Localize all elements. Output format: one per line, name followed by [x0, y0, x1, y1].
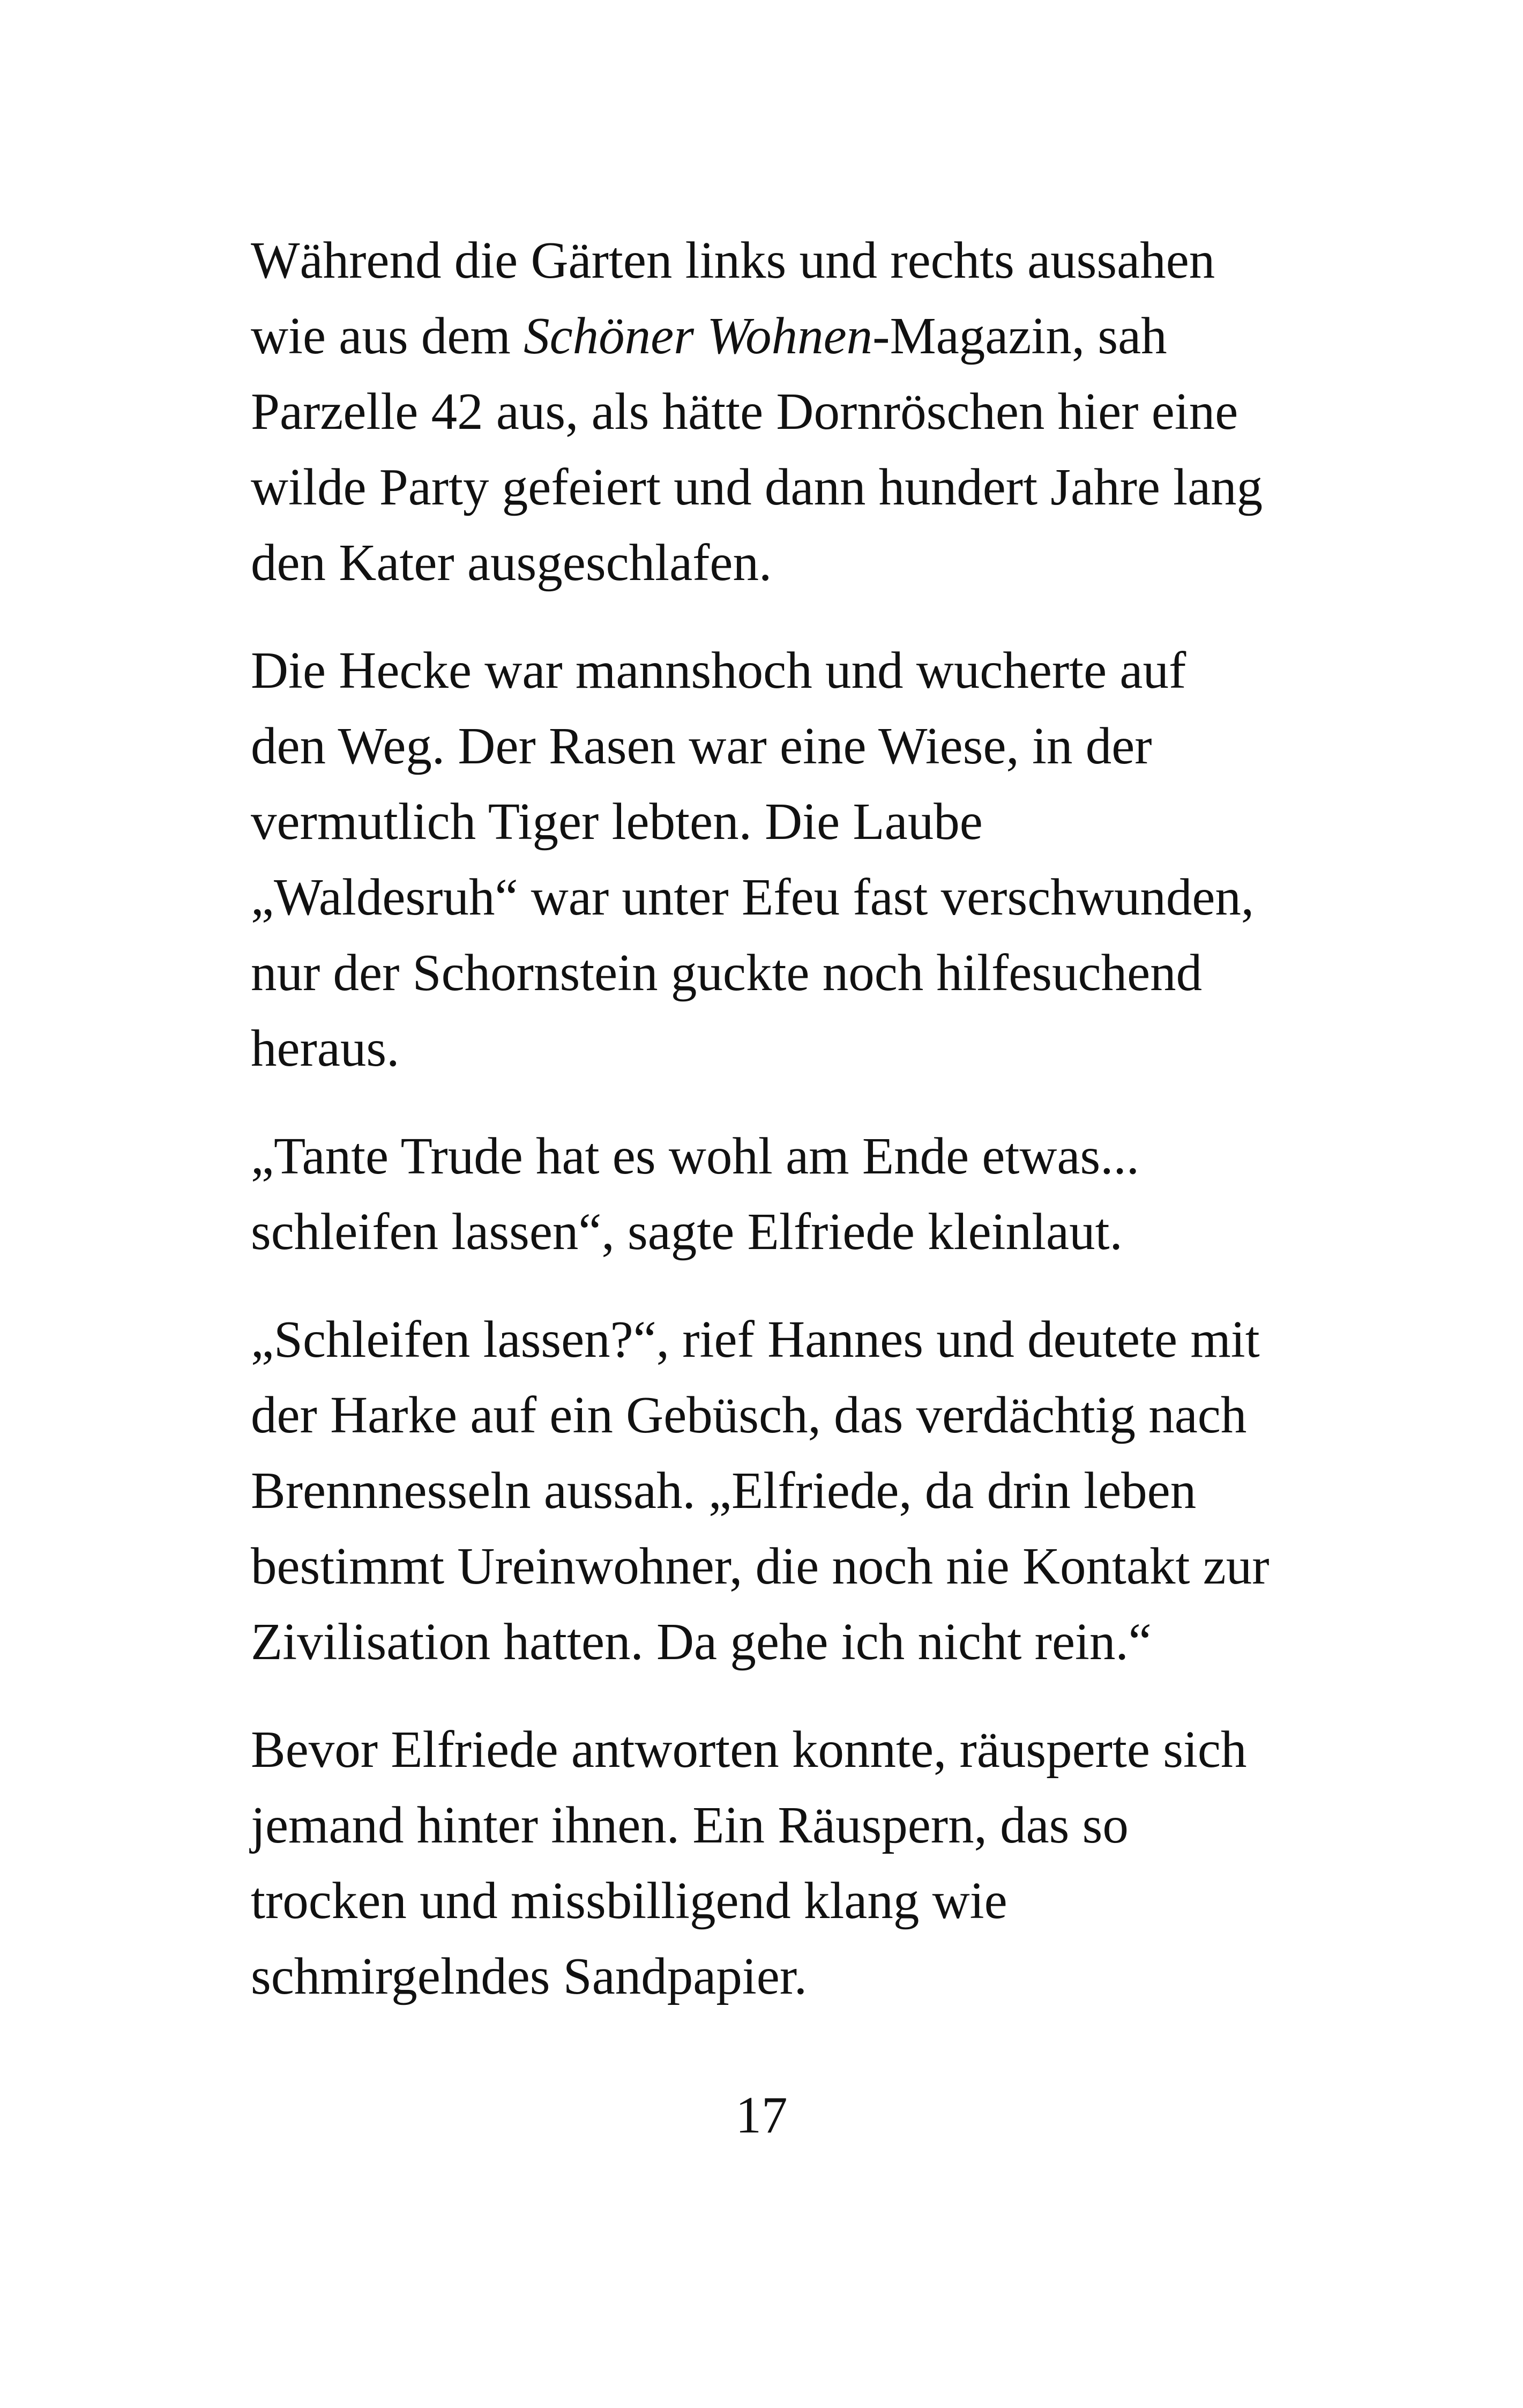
paragraph-3 — [251, 1118, 1344, 1269]
text-line: Während die Gärten links und rechts aussahen — [251, 232, 1215, 289]
text-line: heraus. — [251, 1020, 400, 1077]
text-line: schmirgelndes Sandpapier. — [251, 1948, 808, 2005]
magazine-title: Schöner Wohnen — [524, 307, 873, 365]
page-number: 17 — [735, 2086, 788, 2144]
text-line: trocken und missbilligend klang wie — [251, 1872, 1007, 1929]
text-line: schleifen lassen“, sagte Elfriede kleinlaut. — [251, 1203, 1123, 1260]
paragraph-5 — [251, 1712, 1344, 2014]
text-line: „Waldesruh“ war unter Efeu fast verschwunden, — [251, 868, 1255, 926]
text-line: bestimmt Ureinwohner, die noch nie Kontakt zur — [251, 1537, 1270, 1595]
text-line: Parzelle 42 aus, als hätte Dornröschen hier eine — [251, 383, 1238, 440]
paragraph-2 — [251, 633, 1344, 1086]
text-line: „Schleifen lassen?“, rief Hannes und deutete mit — [251, 1311, 1260, 1368]
text-line: vermutlich Tiger lebten. Die Laube — [251, 793, 983, 850]
paragraph-4 — [251, 1302, 1344, 1679]
text-line — [251, 298, 1344, 374]
text-line: den Weg. Der Rasen war eine Wiese, in der — [251, 717, 1152, 775]
text-line: jemand hinter ihnen. Ein Räuspern, das so — [251, 1796, 1129, 1854]
text-line: Brennnesseln aussah. „Elfriede, da drin leben — [251, 1462, 1197, 1519]
text-line: Bevor Elfriede antworten konnte, räusperte sich — [251, 1721, 1247, 1778]
text-line: Die Hecke war mannshoch und wucherte auf — [251, 642, 1186, 699]
text-line: der Harke auf ein Gebüsch, das verdächtig nach — [251, 1386, 1247, 1444]
text-line: den Kater ausgeschlafen. — [251, 534, 772, 591]
text-segment: -Magazin, sah — [872, 307, 1167, 365]
body-text — [251, 222, 1344, 2046]
text-line: wilde Party gefeiert und dann hundert Jahre lang — [251, 458, 1263, 516]
text-segment: wie aus dem — [251, 307, 524, 365]
text-line: „Tante Trude hat es wohl am Ende etwas... — [251, 1127, 1139, 1185]
text-line: nur der Schornstein guckte noch hilfesuchend — [251, 944, 1203, 1001]
paragraph-1 — [251, 222, 1344, 600]
text-line: Zivilisation hatten. Da gehe ich nicht rein.“ — [251, 1613, 1152, 1670]
